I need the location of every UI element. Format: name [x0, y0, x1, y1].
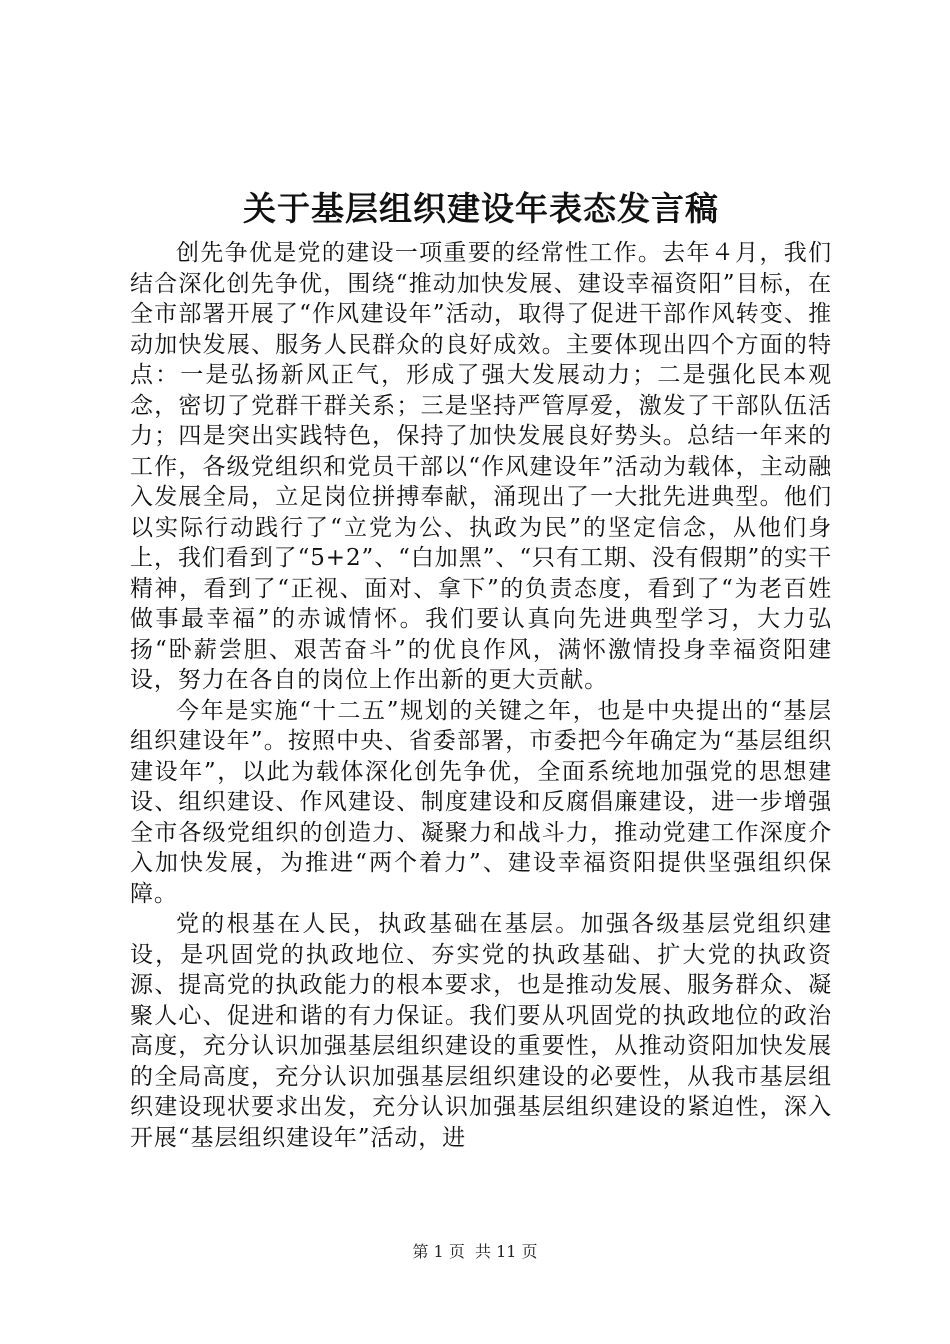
document-title: 关于基层组织建设年表态发言稿 [243, 189, 719, 228]
paragraph-2: 今年是实施“十二五”规划的关键之年，也是中央提出的“基层组织建设年”。按照中央、省委部署，市委把今年确定为“基层组织建设年”，以此为载体深化创先争优，全面系统地加强党的思想建设、组织建设、作风建设、制度建设和反腐倡廉建设，进一步增强全市各级党组织的创造力、凝聚力和战斗力，推动党建工作深度介入加快发展，为推进“两个着力”、建设幸福资阳提供坚强组织保障。 [130, 697, 832, 907]
page-footer [0, 1242, 950, 1262]
paragraph-3: 党的根基在人民，执政基础在基层。加强各级基层党组织建设，是巩固党的执政地位、夯实党的执政基础、扩大党的执政资源、提高党的执政能力的根本要求，也是推动发展、服务群众、凝聚人心、促进和谐的有力保证。我们要从巩固党的执政地位的政治高度，充分认识加强基层组织建设的重要性，从推动资阳加快发展的全局高度，充分认识加强基层组织建设的必要性，从我市基层组织建设现状要求出发，充分认识加强基层组织建设的紧迫性，深入开展“基层组织建设年”活动，进 [130, 911, 832, 1151]
paragraph-1: 创先争优是党的建设一项重要的经常性工作。去年４月，我们结合深化创先争优，围绕“推动加快发展、建设幸福资阳”目标，在全市部署开展了“作风建设年”活动，取得了促进干部作风转变、推动加快发展、服务人民群众的良好成效。主要体现出四个方面的特点：一是弘扬新风正气，形成了强大发展动力；二是强化民本观念，密切了党群干群关系；三是坚持严管厚爱，激发了干部队伍活力；四是突出实践特色，保持了加快发展良好势头。总结一年来的工作，各级党组织和党员干部以“作风建设年”活动为载体，主动融入发展全局，立足岗位拼搏奉献，涌现出了一大批先进典型。他们以实际行动践行了“立党为公、执政为民”的坚定信念，从他们身上，我们看到了“5+2”、“白加黑”、“只有工期、没有假期”的实干精神，看到了“正视、面对、拿下”的负责态度，看到了“为老百姓做事最幸福”的赤诚情怀。我们要认真向先进典型学习，大力弘扬“卧薪尝胆、艰苦奋斗”的优良作风，满怀激情投身幸福资阳建设，努力在各自的岗位上作出新的更大贡献。 [130, 240, 832, 693]
page-number-label: 第 1 页 共 11 页 [412, 1242, 538, 1261]
document-body [130, 238, 832, 1153]
